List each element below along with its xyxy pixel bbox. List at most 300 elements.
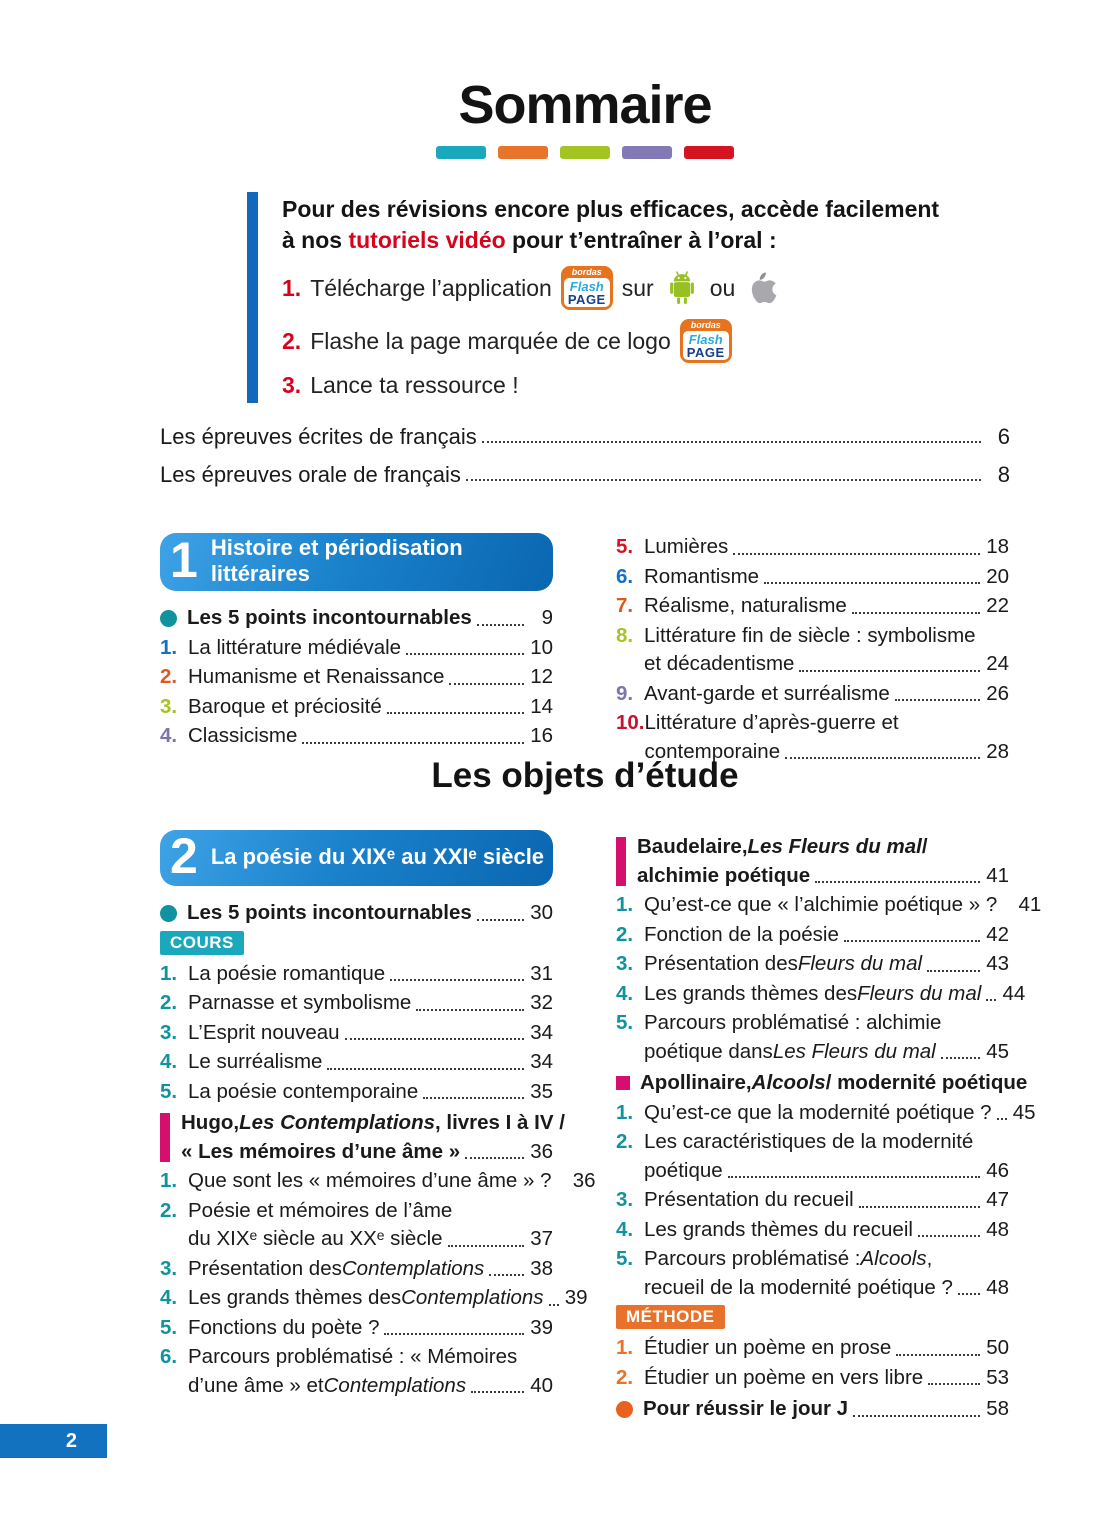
toc-text: du XIXᵉ siècle au XXᵉ siècle <box>188 1227 443 1250</box>
dotted-leader <box>958 1293 980 1295</box>
toc-line <box>181 1138 553 1167</box>
dotted-leader <box>465 1157 524 1159</box>
dotted-leader <box>466 479 981 481</box>
dotted-leader <box>449 683 524 685</box>
intro-steps <box>282 266 982 399</box>
item-number: 1. <box>616 1100 634 1124</box>
page-number: 39 <box>564 1286 588 1309</box>
toc-line <box>188 1314 553 1343</box>
toc-line <box>640 1069 1028 1098</box>
intro-headline-line1: Pour des révisions encore plus efficaces, accède facilement <box>282 196 940 222</box>
toc-line <box>644 563 1009 592</box>
toc-line <box>188 1048 553 1077</box>
item-number: 3. <box>160 1256 178 1280</box>
toc-entry <box>160 462 1010 488</box>
item-number: 1. <box>160 961 178 985</box>
item-number: 5. <box>616 1011 634 1034</box>
toc-entry <box>616 1128 1009 1185</box>
bullet-dot-icon <box>160 610 177 627</box>
toc-entry <box>616 622 1009 679</box>
toc-line <box>637 862 1009 891</box>
toc-text: Classicisme <box>188 724 298 747</box>
toc-text: Présentation du recueil <box>644 1188 854 1211</box>
toc-entry <box>160 960 553 989</box>
tutoriels-video-highlight: tutoriels vidéo <box>348 227 506 253</box>
toc-text: Parnasse et symbolisme <box>188 991 412 1014</box>
toc-entry <box>616 921 1009 950</box>
page-number: 41 <box>1018 893 1042 916</box>
toc-entry-lines <box>188 1255 553 1284</box>
toc-text: Les 5 points incontournables <box>187 606 472 629</box>
toc-entry <box>160 693 553 722</box>
toc-text: alchimie poétique <box>637 863 811 887</box>
page-number: 34 <box>530 1020 553 1044</box>
toc-text: Baroque et préciosité <box>188 694 382 718</box>
step-number: 3. <box>282 372 302 398</box>
section-title: La poésie du XIXᵉ au XXIᵉ siècle <box>210 844 545 869</box>
item-number: 3. <box>616 952 634 975</box>
title-color-bar <box>436 146 486 159</box>
section-1-right-list <box>616 533 1009 766</box>
toc-entry-lines <box>644 1216 1009 1245</box>
toc-text: poétique dans <box>644 1039 773 1063</box>
toc-entry-lines <box>181 1109 565 1166</box>
item-number: 1. <box>616 1336 634 1359</box>
apple-icon <box>744 268 780 308</box>
page-number: 12 <box>530 665 553 688</box>
dotted-leader <box>345 1038 524 1040</box>
toc-entry <box>616 891 1042 920</box>
dotted-leader <box>549 1304 559 1306</box>
item-number: 4. <box>160 1050 178 1073</box>
toc-line <box>188 1372 553 1401</box>
toc-text: Les grands thèmes des <box>188 1286 402 1309</box>
item-number: 6. <box>160 1345 178 1368</box>
toc-entry <box>616 563 1009 592</box>
page-number: 36 <box>572 1169 596 1192</box>
toc-line <box>188 693 553 722</box>
toc-entry-lines <box>187 899 553 928</box>
toc-text: Poésie et mémoires de l’âme <box>188 1198 453 1222</box>
dotted-leader <box>852 612 980 614</box>
step-number: 1. <box>282 274 302 301</box>
top-toc-entries <box>160 424 1010 500</box>
page-number: 42 <box>986 922 1009 946</box>
toc-entry-lines <box>644 563 1009 592</box>
toc-entry <box>616 533 1009 562</box>
section-1-left-column <box>160 533 553 767</box>
toc-entry-lines <box>644 592 1009 621</box>
toc-entry <box>616 1395 1009 1424</box>
toc-text: Alcools <box>860 1247 927 1270</box>
toc-text: La littérature médiévale <box>188 635 402 659</box>
section-2-left-list <box>160 899 596 1400</box>
item-number: 5. <box>160 1315 178 1339</box>
toc-entry <box>616 950 1009 979</box>
dotted-leader <box>918 1235 980 1237</box>
section-number: 2 <box>170 828 198 885</box>
page-number: 24 <box>986 652 1009 675</box>
toc-entry-lines <box>644 1334 1009 1363</box>
toc-entry-label: Les épreuves orale de français <box>160 462 461 487</box>
page-number: 28 <box>986 739 1009 763</box>
page-number: 32 <box>530 991 553 1014</box>
toc-text: Alcools <box>751 1071 826 1094</box>
page-number: 16 <box>530 724 553 747</box>
toc-line <box>644 891 1042 920</box>
item-number: 2. <box>160 1198 178 1222</box>
toc-entry <box>160 1078 553 1107</box>
dotted-leader <box>423 1097 524 1099</box>
toc-entry <box>616 680 1009 709</box>
intro-step-1: 1. Télécharge l’application bordas Flash PAGE sur ou <box>282 266 982 310</box>
bullet-dot-icon <box>616 1401 633 1418</box>
badge-row <box>160 931 553 955</box>
toc-line <box>187 899 553 928</box>
toc-entry <box>160 604 553 633</box>
toc-entry <box>616 1099 1036 1128</box>
page-number: 39 <box>530 1315 553 1339</box>
toc-text: recueil de la modernité poétique ? <box>644 1275 953 1299</box>
toc-entry-lines <box>188 1197 553 1254</box>
toc-entry-lines <box>188 1284 588 1313</box>
toc-line <box>188 1197 553 1226</box>
toc-line <box>637 833 1009 862</box>
toc-text: Romantisme <box>644 564 760 588</box>
toc-entry <box>160 634 553 663</box>
page-number: 10 <box>530 635 553 659</box>
badge-row <box>616 1305 1009 1329</box>
dotted-leader <box>986 999 996 1001</box>
dotted-leader <box>448 1245 524 1247</box>
toc-entry <box>160 722 553 751</box>
toc-entry-lines <box>644 950 1009 979</box>
toc-text: Les caractéristiques de la modernité <box>644 1130 974 1153</box>
flashpage-logo-icon: bordas Flash PAGE <box>561 266 613 310</box>
toc-entry <box>616 1245 1009 1302</box>
toc-text: Parcours problématisé : <box>644 1247 861 1270</box>
toc-line <box>644 533 1009 562</box>
section-2 <box>160 828 1042 1425</box>
page-number: 50 <box>986 1336 1009 1359</box>
page-number: 9 <box>541 606 553 629</box>
toc-text: et décadentisme <box>644 652 795 675</box>
toc-entry <box>160 663 553 692</box>
toc-line <box>188 663 553 692</box>
toc-text: L’Esprit nouveau <box>188 1020 340 1044</box>
toc-text: Lumières <box>644 535 729 558</box>
toc-entry <box>160 1343 553 1400</box>
toc-entry-lines <box>188 1078 553 1107</box>
item-number: 5. <box>616 1247 634 1270</box>
toc-text: Étudier un poème en prose <box>644 1336 892 1359</box>
toc-entry <box>160 1197 553 1254</box>
dotted-leader <box>853 1415 980 1417</box>
dotted-leader <box>728 1176 980 1178</box>
toc-line <box>644 1157 1009 1186</box>
toc-text: Contemplations <box>341 1256 485 1280</box>
toc-line <box>644 1099 1036 1128</box>
dotted-leader <box>384 1333 524 1335</box>
item-number: 2. <box>616 922 634 946</box>
page-number: 18 <box>986 535 1009 558</box>
item-number: 8. <box>616 623 634 647</box>
item-number: 4. <box>616 1217 634 1241</box>
page-number: 30 <box>530 901 553 924</box>
toc-text: contemporaine <box>644 739 781 763</box>
toc-text: Présentation des <box>644 952 798 975</box>
toc-entry-lines <box>644 980 1026 1009</box>
toc-subheader <box>616 1069 1028 1098</box>
dotted-leader <box>896 1354 980 1356</box>
toc-line <box>644 1334 1009 1363</box>
android-icon <box>663 268 701 308</box>
dotted-leader <box>997 1118 1007 1120</box>
toc-line <box>644 980 1026 1009</box>
item-number: 7. <box>616 594 634 617</box>
page-number: 48 <box>986 1217 1009 1241</box>
page-number: 44 <box>1002 981 1026 1005</box>
toc-text: Littérature fin de siècle : symbolisme <box>644 623 976 647</box>
item-number: 5. <box>616 535 634 558</box>
toc-line <box>188 960 553 989</box>
dotted-leader <box>390 979 524 981</box>
accent-bar-icon <box>160 1113 170 1162</box>
toc-entry-lines <box>644 622 1009 679</box>
dotted-leader <box>764 582 980 584</box>
toc-entry-lines <box>188 663 553 692</box>
toc-entry-lines <box>644 1128 1009 1185</box>
toc-line <box>644 680 1009 709</box>
section-1-right-column <box>616 533 1009 767</box>
dotted-leader <box>471 1391 524 1393</box>
toc-entry-lines <box>640 1069 1028 1098</box>
section-2-right-column <box>616 830 1042 1425</box>
accent-square-icon <box>616 1076 630 1090</box>
toc-entry-lines <box>188 722 553 751</box>
toc-entry-lines <box>644 1245 1009 1302</box>
item-number: 2. <box>160 665 178 688</box>
toc-text: La poésie contemporaine <box>188 1079 419 1103</box>
toc-entry <box>616 592 1009 621</box>
page-number: 22 <box>986 594 1009 617</box>
toc-entry <box>616 1216 1009 1245</box>
toc-line <box>188 1343 553 1372</box>
page-number: 35 <box>530 1079 553 1103</box>
toc-text: Étudier un poème en vers libre <box>644 1365 924 1389</box>
page-number: 26 <box>986 681 1009 705</box>
dotted-leader <box>482 441 981 443</box>
section-2-header <box>160 830 553 886</box>
item-number: 4. <box>160 724 178 747</box>
title-color-bar <box>560 146 610 159</box>
objets-detude-heading: Les objets d’étude <box>431 756 739 795</box>
toc-entry <box>160 899 553 928</box>
toc-line <box>644 1274 1009 1303</box>
title-color-bars <box>160 146 1010 159</box>
dotted-leader <box>733 553 980 555</box>
item-number: 1. <box>160 635 178 659</box>
footer-page-number: 2 <box>65 1429 77 1452</box>
toc-line <box>644 1216 1009 1245</box>
toc-entry <box>160 989 553 1018</box>
toc-line <box>644 1128 1009 1157</box>
toc-text: Le surréalisme <box>188 1050 323 1073</box>
toc-line <box>188 1225 553 1254</box>
toc-line <box>188 1167 596 1196</box>
dotted-leader <box>859 1206 980 1208</box>
toc-entry-lines <box>644 921 1009 950</box>
toc-entry-lines <box>644 1099 1036 1128</box>
toc-entry-lines <box>643 1395 1009 1424</box>
dotted-leader <box>406 653 524 655</box>
intro-step-2: 2. Flashe la page marquée de ce logo bordas Flash PAGE <box>282 319 982 363</box>
toc-entry-lines <box>187 604 553 633</box>
dotted-leader <box>815 881 980 883</box>
title-color-bar <box>622 146 672 159</box>
toc-line <box>644 1364 1009 1393</box>
toc-entry <box>160 1314 553 1343</box>
toc-entry <box>616 980 1026 1009</box>
page-number: 14 <box>530 694 553 718</box>
toc-text: poétique <box>644 1158 723 1182</box>
toc-line <box>644 1186 1009 1215</box>
dotted-leader <box>489 1274 524 1276</box>
section-number: 1 <box>170 532 198 589</box>
toc-line <box>188 989 553 1018</box>
toc-text: Fonctions du poète ? <box>188 1315 380 1339</box>
item-number: 9. <box>616 681 634 705</box>
toc-text: d’une âme » et <box>188 1373 324 1397</box>
accent-bar-icon <box>616 837 626 886</box>
title-block <box>160 74 1010 159</box>
dotted-leader <box>799 670 980 672</box>
toc-entry-lines <box>188 960 553 989</box>
toc-subheader <box>160 1109 565 1166</box>
toc-text: Baudelaire, <box>637 835 748 858</box>
toc-text: Les 5 points incontournables <box>187 901 472 924</box>
toc-entry <box>616 1186 1009 1215</box>
toc-text: Les Fleurs du mal <box>772 1039 936 1063</box>
toc-text: Réalisme, naturalisme <box>644 594 847 617</box>
toc-entry-lines <box>188 1314 553 1343</box>
toc-entry-lines <box>644 1364 1009 1393</box>
toc-entry-lines <box>637 833 1009 890</box>
toc-entry <box>160 424 1010 450</box>
toc-entry <box>616 1009 1009 1066</box>
toc-text: Littérature d’après-guerre et <box>644 711 899 734</box>
toc-line <box>188 1255 553 1284</box>
toc-line <box>188 634 553 663</box>
page-number: 47 <box>986 1188 1009 1211</box>
toc-text: Parcours problématisé : « Mémoires <box>188 1345 518 1368</box>
toc-text: Contemplations <box>401 1286 544 1309</box>
intro-headline-line2: à nos tutoriels vidéo pour t’entraîner à l’oral : <box>282 227 777 253</box>
toc-entry <box>160 1048 553 1077</box>
item-number: 2. <box>160 991 178 1014</box>
toc-line <box>187 604 553 633</box>
dotted-leader <box>416 1009 524 1011</box>
toc-entry-lines <box>644 891 1042 920</box>
toc-subheader <box>616 833 1009 890</box>
toc-entry-lines <box>188 1167 596 1196</box>
dotted-leader <box>941 1057 980 1059</box>
toc-entry-lines <box>644 680 1009 709</box>
toc-line <box>644 650 1009 679</box>
toc-entry-lines <box>188 1048 553 1077</box>
item-number: 3. <box>160 1020 178 1044</box>
toc-line <box>644 950 1009 979</box>
page-number: 40 <box>530 1373 553 1397</box>
toc-text: / modernité poétique <box>825 1071 1028 1094</box>
toc-text: Fleurs du mal <box>857 981 982 1005</box>
toc-text: Fleurs du mal <box>797 952 923 975</box>
toc-line <box>188 1019 553 1048</box>
page-number: 31 <box>530 961 553 985</box>
toc-line <box>188 1078 553 1107</box>
page-number: 8 <box>997 462 1010 487</box>
dotted-leader <box>928 1383 980 1385</box>
section-2-right-list <box>616 833 1042 1424</box>
step-number: 2. <box>282 327 302 354</box>
toc-line <box>644 1245 1009 1274</box>
toc-line <box>181 1109 565 1138</box>
toc-line <box>188 722 553 751</box>
footer-page-bar <box>0 1424 107 1458</box>
toc-text: Pour réussir le jour J <box>643 1397 849 1420</box>
badge-méthode: MÉTHODE <box>616 1305 725 1329</box>
toc-text: Que sont les « mémoires d’une âme » ? <box>188 1169 552 1192</box>
toc-entry-lines <box>188 693 553 722</box>
badge-cours: COURS <box>160 931 244 955</box>
toc-text: Hugo, <box>181 1111 240 1134</box>
toc-text: , <box>926 1247 933 1270</box>
toc-line <box>645 709 1010 738</box>
toc-entry-lines <box>644 1186 1009 1215</box>
toc-text: Humanisme et Renaissance <box>188 665 445 688</box>
toc-entry <box>160 1167 596 1196</box>
toc-entry-lines <box>188 989 553 1018</box>
item-number: 1. <box>616 893 634 916</box>
page-number: 53 <box>986 1365 1009 1389</box>
toc-text: / <box>921 835 928 858</box>
toc-line <box>644 921 1009 950</box>
toc-text: Les Fleurs du mal <box>747 835 922 858</box>
page-number: 41 <box>986 863 1009 887</box>
toc-line <box>644 622 1009 651</box>
title-color-bar <box>498 146 548 159</box>
section-1-header <box>160 533 553 591</box>
flashpage-logo-icon: bordas Flash PAGE <box>680 319 732 363</box>
section-1 <box>160 533 1010 767</box>
page-number: 58 <box>986 1397 1009 1420</box>
page-number: 34 <box>530 1050 553 1073</box>
toc-entry <box>160 1255 553 1284</box>
bullet-dot-icon <box>160 905 177 922</box>
section-1-left-list <box>160 604 553 751</box>
toc-entry <box>160 1019 553 1048</box>
page-number: 48 <box>986 1275 1009 1299</box>
toc-text: Les grands thèmes du recueil <box>644 1217 913 1241</box>
dotted-leader <box>927 970 980 972</box>
toc-text: Les grands thèmes des <box>644 981 858 1005</box>
item-number: 6. <box>616 564 634 588</box>
item-number: 4. <box>616 981 634 1005</box>
dotted-leader <box>327 1068 524 1070</box>
toc-line <box>188 1284 588 1313</box>
toc-text: Fonction de la poésie <box>644 922 839 946</box>
toc-entry-lines <box>188 1019 553 1048</box>
